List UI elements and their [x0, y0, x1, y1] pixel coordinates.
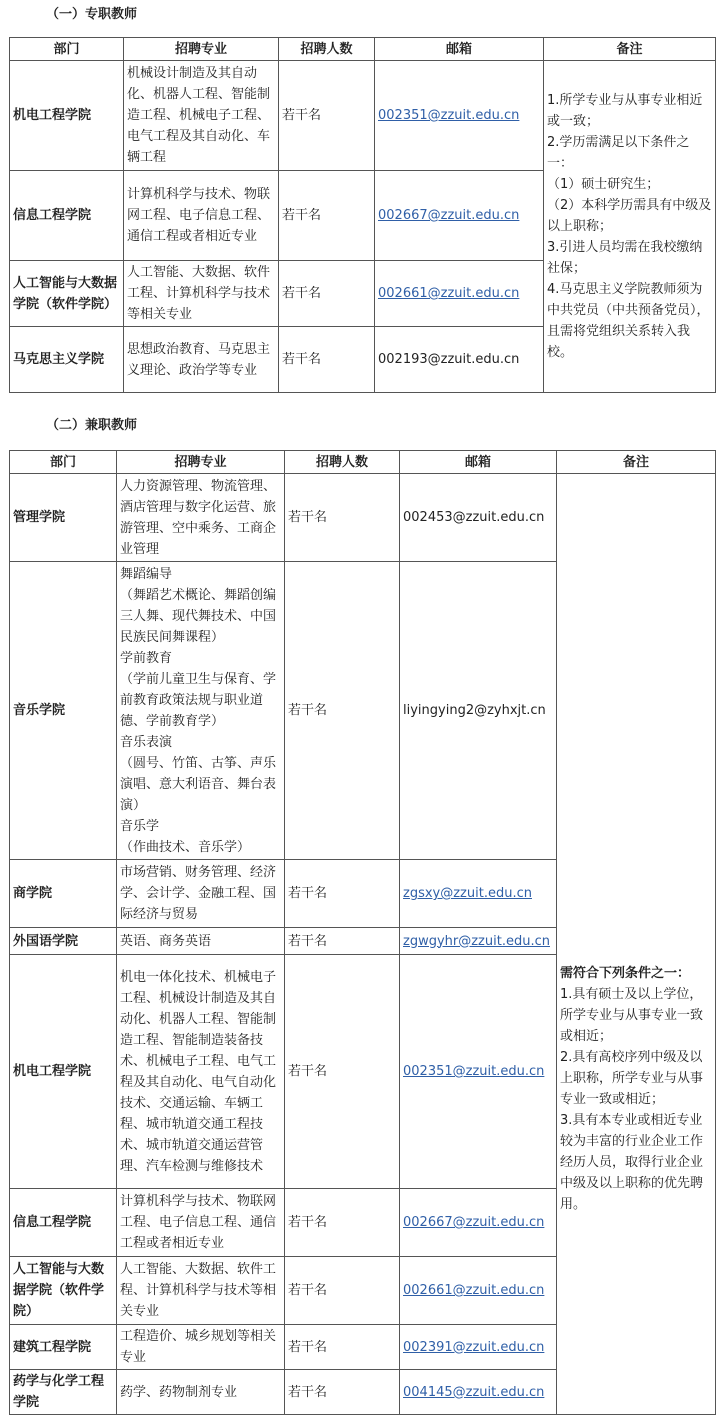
table-header-row: [10, 451, 716, 474]
count-cell: 若干名: [285, 1370, 400, 1415]
dept-cell: 信息工程学院: [10, 1189, 117, 1257]
major-line: 音乐表演: [120, 734, 173, 750]
email-text: liyingying2@zyhxjt.cn: [403, 703, 546, 718]
major-cell: 计算机科学与技术、物联网工程、电子信息工程、通信工程或者相近专业: [124, 171, 279, 261]
table-row: [10, 474, 716, 562]
count-cell: 若干名: [285, 474, 400, 562]
remarks-line: 4.马克思主义学院教师须为中共党员（中共预备党员），且需将党组织关系转入我校。: [547, 282, 710, 360]
header-remarks: 备注: [557, 451, 716, 474]
major-cell: 英语、商务英语: [117, 928, 285, 955]
email-cell: [375, 327, 544, 393]
major-cell: 市场营销、财务管理、经济学、会计学、金融工程、国际经济与贸易: [117, 860, 285, 928]
major-line: 音乐学: [120, 818, 160, 834]
email-link[interactable]: 002351@zzuit.edu.cn: [403, 1064, 545, 1079]
major-cell: 人工智能、大数据、软件工程、计算机科学与技术等相关专业: [117, 1257, 285, 1325]
major-line: （舞蹈艺术概论、舞蹈创编三人舞、现代舞技术、中国民族民间舞课程）: [120, 587, 277, 645]
dept-cell: 药学与化学工程学院: [10, 1370, 117, 1415]
header-email: 邮箱: [400, 451, 557, 474]
email-link[interactable]: 004145@zzuit.edu.cn: [403, 1384, 545, 1400]
table-row: [10, 61, 716, 171]
remarks-cell: [544, 61, 716, 393]
fulltime-teacher-table: [9, 37, 716, 393]
email-cell: [400, 1370, 557, 1415]
header-count: 招聘人数: [279, 38, 375, 61]
header-dept: 部门: [10, 451, 117, 474]
count-cell: 若干名: [285, 955, 400, 1189]
dept-cell: 建筑工程学院: [10, 1325, 117, 1370]
dept-cell: 信息工程学院: [10, 171, 124, 261]
remarks-line: 2.学历需满足以下条件之一：: [547, 135, 690, 171]
table-header-row: [10, 38, 716, 61]
email-text: 002453@zzuit.edu.cn: [403, 510, 545, 525]
remarks-title: 需符合下列条件之一：: [560, 965, 691, 981]
email-link[interactable]: 002351@zzuit.edu.cn: [378, 108, 520, 123]
major-cell: [117, 562, 285, 860]
email-cell: [400, 860, 557, 928]
email-cell: [400, 562, 557, 860]
major-cell: 思想政治教育、马克思主义理论、政治学等专业: [124, 327, 279, 393]
email-cell: [375, 171, 544, 261]
count-cell: 若干名: [285, 562, 400, 860]
email-link[interactable]: 002667@zzuit.edu.cn: [378, 208, 520, 223]
parttime-teacher-table: [9, 450, 716, 1415]
count-cell: 若干名: [279, 61, 375, 171]
dept-cell: 外国语学院: [10, 928, 117, 955]
major-line: （作曲技术、音乐学）: [120, 839, 251, 855]
count-cell: 若干名: [279, 171, 375, 261]
count-cell: 若干名: [285, 1257, 400, 1325]
count-cell: 若干名: [279, 327, 375, 393]
major-line: 学前教育: [120, 650, 173, 666]
remarks-line: 3.引进人员均需在我校缴纳社保；: [547, 240, 703, 276]
major-cell: 工程造价、城乡规划等相关专业: [117, 1325, 285, 1370]
dept-cell: 管理学院: [10, 474, 117, 562]
email-cell: [400, 1325, 557, 1370]
major-cell: 人工智能、大数据、软件工程、计算机科学与技术等相关专业: [124, 261, 279, 327]
email-cell: [400, 955, 557, 1189]
email-link[interactable]: 002391@zzuit.edu.cn: [403, 1339, 545, 1355]
email-text: 002193@zzuit.edu.cn: [378, 352, 520, 367]
major-cell: 人力资源管理、物流管理、酒店管理与数字化运营、旅游管理、空中乘务、工商企业管理: [117, 474, 285, 562]
remarks-line: 1.具有硕士及以上学位，所学专业与从事专业一致或相近；: [560, 986, 704, 1044]
remarks-line: 3.具有本专业或相近专业较为丰富的行业企业工作经历人员，取得行业企业中级及以上职称的优先聘用。: [560, 1112, 704, 1212]
email-cell: [400, 1257, 557, 1325]
remarks-line: （1）硕士研究生；: [547, 177, 660, 192]
major-cell: 机械设计制造及其自动化、机器人工程、智能制造工程、机械电子工程、电气工程及其自动化、车辆工程: [124, 61, 279, 171]
email-link[interactable]: 002667@zzuit.edu.cn: [403, 1215, 545, 1230]
email-cell: [400, 1189, 557, 1257]
email-cell: [400, 474, 557, 562]
header-email: 邮箱: [375, 38, 544, 61]
dept-cell: 人工智能与大数据学院（软件学院）: [10, 1257, 117, 1325]
email-link[interactable]: zgsxy@zzuit.edu.cn: [403, 886, 532, 901]
count-cell: 若干名: [285, 1189, 400, 1257]
header-remarks: 备注: [544, 38, 716, 61]
dept-cell: 音乐学院: [10, 562, 117, 860]
dept-cell: 机电工程学院: [10, 61, 124, 171]
major-line: （圆号、竹笛、古筝、声乐演唱、意大利语音、舞台表演）: [120, 755, 277, 813]
header-major: 招聘专业: [117, 451, 285, 474]
major-cell: 计算机科学与技术、物联网工程、电子信息工程、通信工程或者相近专业: [117, 1189, 285, 1257]
remarks-line: （2）本科学历需具有中级及以上职称；: [547, 198, 712, 234]
header-count: 招聘人数: [285, 451, 400, 474]
dept-cell: 机电工程学院: [10, 955, 117, 1189]
email-cell: [375, 61, 544, 171]
email-link[interactable]: 002661@zzuit.edu.cn: [378, 286, 520, 301]
major-line: 舞蹈编导: [120, 566, 173, 582]
header-dept: 部门: [10, 38, 124, 61]
remarks-line: 2.具有高校序列中级及以上职称，所学专业与从事专业一致或相近；: [560, 1049, 704, 1107]
remarks-line: 1.所学专业与从事专业相近或一致；: [547, 93, 703, 129]
email-link[interactable]: 002661@zzuit.edu.cn: [403, 1283, 545, 1298]
remarks-cell: [557, 474, 716, 1415]
email-cell: [400, 928, 557, 955]
major-line: （学前儿童卫生与保育、学前教育政策法规与职业道德、学前教育学）: [120, 671, 277, 729]
header-major: 招聘专业: [124, 38, 279, 61]
dept-cell: 马克思主义学院: [10, 327, 124, 393]
section-title-parttime: （二）兼职教师: [46, 418, 138, 433]
major-cell: 机电一体化技术、机械电子工程、机械设计制造及其自动化、机器人工程、智能制造工程、智能制造装备技术、机械电子工程、电气工程及其自动化、电气自动化技术、交通运输、车辆工程、城市轨道交通工程技术、城市轨道交通运营管理、汽车检测与维修技术: [117, 955, 285, 1189]
major-cell: 药学、药物制剂专业: [117, 1370, 285, 1415]
dept-cell: 人工智能与大数据学院（软件学院）: [10, 261, 124, 327]
count-cell: 若干名: [285, 928, 400, 955]
count-cell: 若干名: [279, 261, 375, 327]
email-link[interactable]: zgwgyhr@zzuit.edu.cn: [403, 933, 550, 949]
count-cell: 若干名: [285, 860, 400, 928]
count-cell: 若干名: [285, 1325, 400, 1370]
section-title-fulltime: （一）专职教师: [46, 7, 138, 22]
dept-cell: 商学院: [10, 860, 117, 928]
email-cell: [375, 261, 544, 327]
